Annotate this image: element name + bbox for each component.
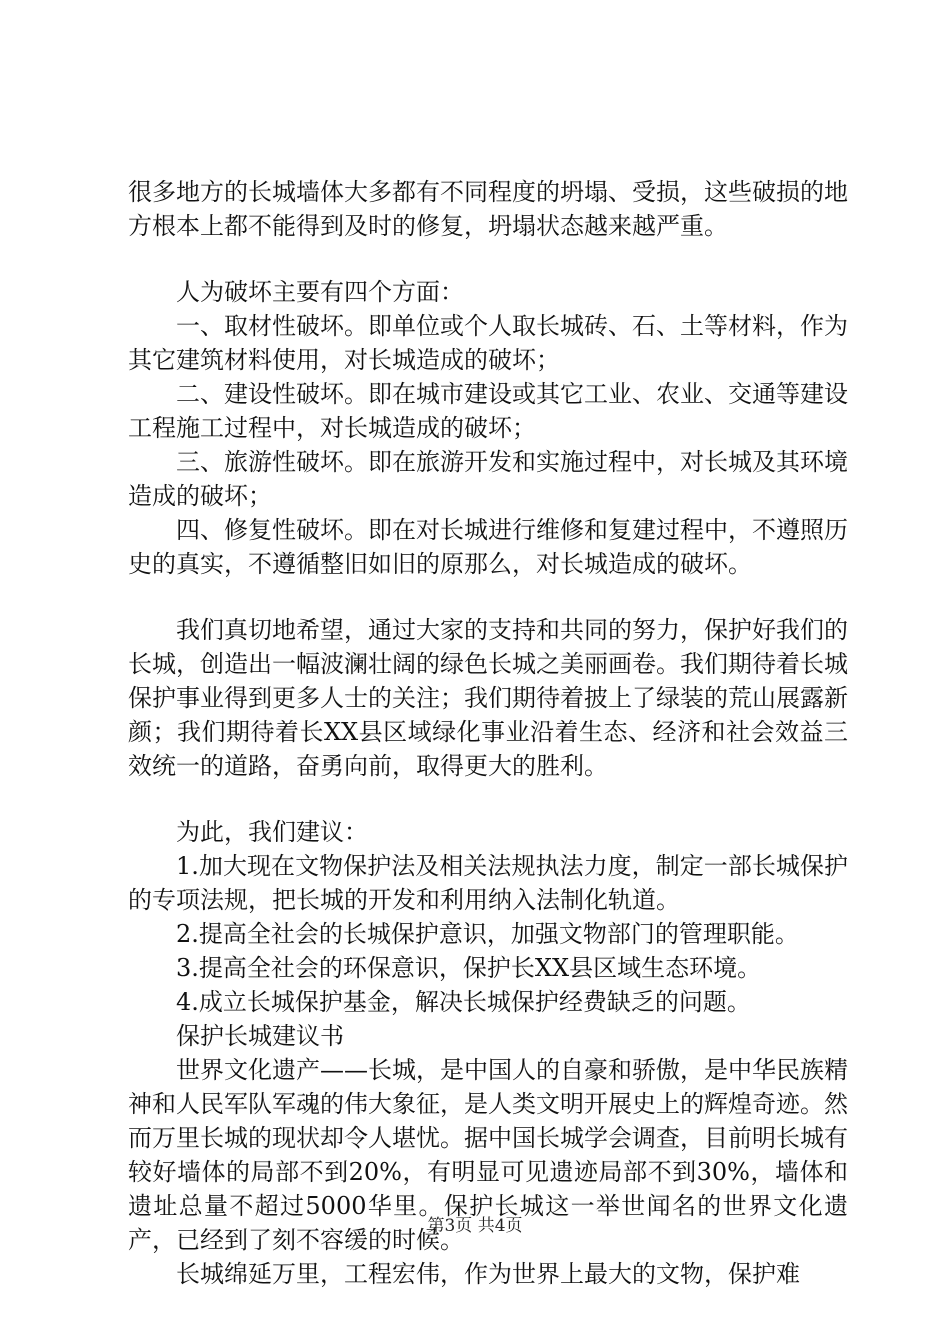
- paragraph-damage-item-4: 四、修复性破坏。即在对长城进行维修和复建过程中，不遵照历史的真实，不遵循整旧如旧的原那么，对长城造成的破坏。: [128, 516, 848, 578]
- paragraph-damage-item-3: 三、旅游性破坏。即在旅游开发和实施过程中，对长城及其环境造成的破坏；: [128, 448, 848, 510]
- paragraph-suggestion-1: 1.加大现在文物保护法及相关法规执法力度，制定一部长城保护的专项法规，把长城的开发和利用纳入法制化轨道。: [128, 852, 848, 914]
- paragraph-suggestions-intro: 为此，我们建议：: [176, 818, 368, 846]
- paragraph-suggestion-2: 2.提高全社会的长城保护意识，加强文物部门的管理职能。: [176, 920, 799, 948]
- paragraph-collapse-status: 很多地方的长城墙体大多都有不同程度的坍塌、受损，这些破损的地方根本上都不能得到及时的修复，坍塌状态越来越严重。: [128, 178, 848, 240]
- paragraph-hopes: 我们真切地希望，通过大家的支持和共同的努力，保护好我们的长城，创造出一幅波澜壮阔的绿色长城之美丽画卷。我们期待着长城保护事业得到更多人士的关注；我们期待着披上了绿装的荒山展露新颜；我们期待着长XX县区域绿化事业沿着生态、经济和社会效益三效统一的道路，奋勇向前，取得更大的胜利。: [128, 616, 848, 780]
- paragraph-suggestion-4: 4.成立长城保护基金，解决长城保护经费缺乏的问题。: [176, 988, 751, 1016]
- document-body: [128, 175, 848, 1291]
- paragraph-gap: [128, 243, 848, 275]
- paragraph-world-heritage: 世界文化遗产——长城，是中国人的自豪和骄傲，是中华民族精神和人民军队军魂的伟大象征，是人类文明开展史上的辉煌奇迹。然而万里长城的现状却令人堪忧。据中国长城学会调查，目前明长城有较好墙体的局部不到20%，有明显可见遗迹局部不到30%，墙体和遗址总量不超过5000华里。保护长城这一举世闻名的世界文化遗产，已经到了刻不容缓的时候。: [128, 1056, 848, 1254]
- paragraph-suggestion-3: 3.提高全社会的环保意识，保护长XX县区域生态环境。: [176, 954, 762, 982]
- paragraph-damage-item-2: 二、建设性破坏。即在城市建设或其它工业、农业、交通等建设工程施工过程中，对长城造成的破坏；: [128, 380, 848, 442]
- page-footer: 第3页 共4页: [427, 1216, 523, 1236]
- paragraph-human-damage-intro: 人为破坏主要有四个方面：: [176, 278, 464, 306]
- paragraph-gap: [128, 783, 848, 815]
- paragraph-damage-item-1: 一、取材性破坏。即单位或个人取长城砖、石、土等材料，作为其它建筑材料使用，对长城造成的破坏；: [128, 312, 848, 374]
- paragraph-protection-difficulty: 长城绵延万里，工程宏伟，作为世界上最大的文物，保护难: [176, 1260, 800, 1288]
- paragraph-gap: [128, 581, 848, 613]
- section-title: 保护长城建议书: [176, 1022, 344, 1050]
